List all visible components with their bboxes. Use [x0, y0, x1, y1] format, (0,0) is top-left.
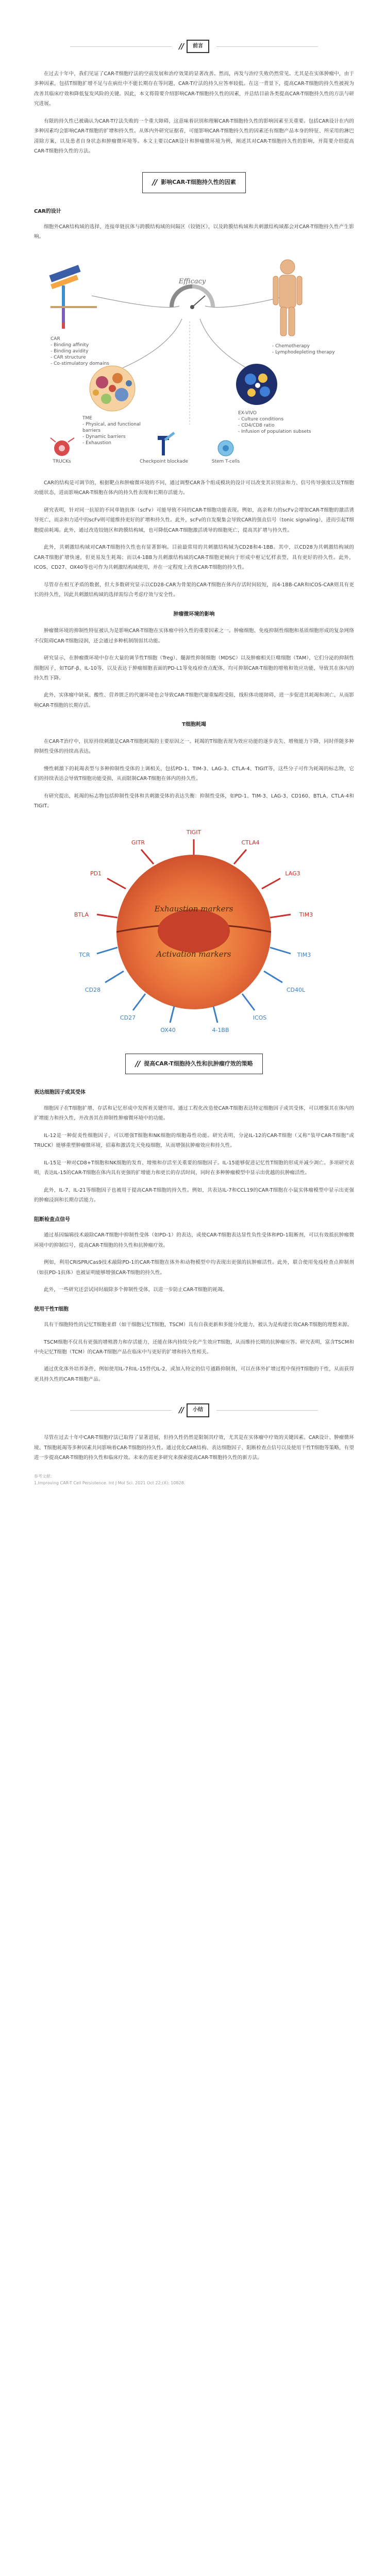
fig-car-item: - CAR structure: [51, 354, 86, 360]
body-paragraph: 尽管存在相互矛盾的数据，但大多数研究显示以CD28-CAR为骨架的CAR-T细胞在体内存活时间较短，而4-1BB-CAR和ICOS-CAR则具有更长的持久性，因此共刺激结构域的选择需综合考虑疗效与安全性。: [34, 582, 354, 598]
marker-label: ICOS: [253, 1014, 267, 1021]
body-paragraph: 研究表明，针对同一抗原的不同单链抗体（scFv）可能导致不同的CAR-T细胞功能表现。例如，高亲和力的scFv会增加CAR-T细胞的激活诱导死亡，而亲和力适中的scFv则可能维持更好的扩增和持久性。此外，scFv的自发聚集会导致CAR的强直信号（tonic signaling），进而引起T细胞提前耗竭。此外，通过改造铰链区和跨膜结构域，也可降低CAR-T细胞激活诱导的细胞死亡，提高其扩增与持久性。: [34, 507, 354, 533]
tumor-microenvironment-icon: [90, 366, 135, 411]
body-paragraph: 通过优化体外培养条件，例如使用IL-7和IL-15替代IL-2，或加入特定的信号通路抑制剂，可以在体外扩增过程中保持T细胞的干性，从而获得更具持久性的CAR-T细胞产品。: [34, 1366, 354, 1382]
section-title-text: 影响CAR-T细胞持久性的因素: [161, 178, 236, 185]
body-paragraph: 细胞外CAR结构域的选择，连接单链抗体与跨膜结构域的间隔区（铰链区），以及跨膜结构域和共刺激结构域都会对CAR-T细胞持久性产生影响。: [34, 224, 354, 240]
subheading-stem: 使用干性T细胞: [34, 1306, 69, 1312]
body-paragraph: 在CAR-T治疗中，抗原持续刺激是CAR-T细胞耗竭的主要原因之一。耗竭的T细胞表现为效应功能的逐步丧失、增殖能力下降，同时伴随多种抑制性受体的持续高表达。: [34, 738, 354, 755]
body-paragraph: TSCM细胞不仅具有更强的增殖潜力和存活能力，还能在体内持续分化产生效应T细胞，从而维持长期的抗肿瘤应答。研究表明，富含TSCM和中央记忆T细胞（TCM）的CAR-T细胞产品在临床中与更好的扩增和持久性相关。: [34, 1339, 354, 1355]
fig-car-item: CAR: [51, 336, 60, 342]
fig-bottom-label: Stem T-cells: [211, 459, 240, 464]
fig-bottom-label: TRUCKs: [53, 459, 71, 464]
title-pill: [172, 1402, 216, 1418]
quote-mark-icon: //: [179, 1405, 183, 1415]
trucks-cell-icon: [51, 438, 74, 456]
body-paragraph: 肿瘤微环境的抑制性特征被认为是影响CAR-T细胞在实体瘤中持久性的重要因素之一。肿瘤细胞、免疫抑制性细胞和基质细胞形成的复杂网络不仅阻碍CAR-T细胞浸润，还会通过多种机制削弱其功能。: [34, 628, 354, 644]
section-title-box: [125, 1054, 262, 1075]
section-title-box: [142, 172, 245, 193]
section-title-text: 前言: [187, 40, 209, 54]
checkpoint-blockade-icon: [158, 433, 174, 455]
subheading-exhaustion: T细胞耗竭: [182, 722, 206, 728]
fig-tme-item: barriers: [82, 428, 100, 433]
section-title-summary: [34, 1400, 354, 1420]
fig-bottom-label: Checkpoint blockade: [140, 459, 188, 464]
inner-label-activation: Activation markers: [156, 949, 231, 959]
efficacy-label: Efficacy: [178, 277, 206, 285]
marker-label: CTLA4: [241, 839, 260, 846]
ex-vivo-culture-icon: [236, 364, 277, 405]
efficacy-gauge-icon: [172, 286, 213, 309]
patient-body-icon: [273, 260, 302, 336]
fig-exvivo-item: EX-VIVO: [238, 410, 257, 416]
quote-mark-icon: //: [152, 177, 157, 187]
fig-car-item: - Binding affinity: [51, 342, 89, 348]
marker-label: CD27: [120, 1014, 136, 1021]
marker-label: LAG3: [285, 870, 300, 877]
marker-label: TIM3: [299, 911, 313, 918]
body-paragraph: 细胞因子在T细胞扩增、存活和记忆形成中发挥着关键作用。通过工程化改造使CAR-T细胞表达特定细胞因子或其受体，可以增强其在体内的扩增能力和持久性，并改善其在抑制性肿瘤微环境中的功能。: [34, 1105, 354, 1122]
references: [34, 1473, 354, 1487]
marker-label: CD28: [85, 986, 101, 993]
fig-tme-item: - Physical, and functional: [82, 421, 141, 427]
fig-tme-item: - Exhaustion: [82, 440, 111, 446]
marker-label: 4-1BB: [212, 1026, 229, 1033]
subheading-checkpoint: 阻断检查点信号: [34, 1216, 70, 1223]
section-title-text: 小结: [187, 1403, 209, 1417]
inner-label-exhaustion: Exhaustion markers: [154, 904, 233, 913]
body-paragraph: 此外，一些研究还尝试同时敲除多个抑制性受体，以进一步防止CAR-T细胞的耗竭。: [44, 1287, 228, 1293]
car-receptor-icon: [49, 265, 97, 329]
section-title-intro: [34, 36, 354, 57]
body-paragraph: 具有干细胞特性的记忆T细胞亚群（如干细胞记忆T细胞，TSCM）具有自我更新和多能分化能力，被认为是构建长效CAR-T细胞的理想来源。: [44, 1322, 353, 1328]
body-paragraph: 此外，IL-7、IL-21等细胞因子也被用于提高CAR-T细胞的持久性。例如，共表达IL-7和CCL19的CAR-T细胞在小鼠实体瘤模型中显示出更强的肿瘤浸润和长期存活能力。: [34, 1187, 354, 1204]
fig-host-item: - Lymphodepleting therapy: [272, 349, 335, 355]
marker-label: PD1: [90, 870, 102, 877]
fig-exvivo-item: - CD4/CD8 ratio: [238, 422, 275, 428]
stem-t-cell-icon: [218, 440, 233, 456]
body-paragraph: 例如，利用CRISPR/Cas9技术敲除PD-1的CAR-T细胞在体外和动物模型中均表现出更强的抗肿瘤活性。此外，联合使用免疫检查点抑制剂（如抗PD-1抗体）也被证明能够增强CAR-T细胞的持久性。: [34, 1260, 354, 1276]
fig-car-item: - Binding avidity: [51, 348, 89, 354]
marker-label: BTLA: [74, 911, 89, 918]
fig-tme-item: TME: [82, 415, 92, 421]
body-paragraph: IL-15是一种对CD8+T细胞和NK细胞的发育、增殖和存活至关重要的细胞因子。IL-15能够促进记忆性T细胞的形成并减少凋亡。多项研究表明，表达IL-15的CAR-T细胞在体内具有更强的扩增能力和更长的存活时间，同时在多种肿瘤模型中显示出优越的抗肿瘤活性。: [34, 1160, 354, 1176]
quote-mark-icon: //: [135, 1059, 140, 1069]
quote-mark-icon: //: [179, 41, 183, 51]
body-paragraph: CAR的结构是可调节的，根据靶点和肿瘤微环境的不同，通过调整CAR各个组成模块的设计可以改变其识别亲和力、信号传导强度以及T细胞功能状态，进而影响CAR-T细胞在体内的持久性表现和长期存活能力。: [34, 480, 354, 496]
figure-exhaustion-svg: [35, 819, 353, 1038]
subheading-car-design: CAR的设计: [34, 208, 61, 214]
body-paragraph: 通过基因编辑技术敲除CAR-T细胞中抑制性受体（如PD-1）的表达，或使CAR-T细胞表达显性负性受体和PD-1阻断剂，可以有效抵抗肿瘤微环境中的抑制信号，提高CAR-T细胞的持久性和抗肿瘤疗效。: [34, 1232, 354, 1248]
fig-host-item: - Chemotherapy: [272, 343, 310, 349]
section-title-factors: [34, 172, 354, 193]
title-pill: [172, 39, 216, 55]
intro-paragraph: 在过去十年中，我们见证了CAR-T细胞疗法的空前发展和治疗效果的显著改善。然而，再发与治疗失败仍然常见。尤其是在实体肿瘤中，由于多种因素，包括T细胞扩增不足与在病灶中不能长期存在等问题，CAR-T疗法的持久应答率较低。在这一背景下，提高CAR-T细胞的持久性被视为改善其临床疗效和降低复发风险的关键。因此，本文将简要介绍影响CAR-T细胞持久性的因素，并总结目前各类提高CAR-T细胞持久性的方法与研究进展。: [34, 71, 354, 107]
marker-label: OX40: [160, 1026, 176, 1033]
marker-label: CD40L: [286, 986, 306, 993]
body-paragraph: 有研究提出，耗竭的标志物包括抑制性受体和共刺激受体的表达失衡：抑制性受体，如PD-1、TIM-3、LAG-3、CD160、BTLA、CTLA-4和TIGIT。: [34, 793, 354, 809]
figure-exhaustion-markers: [35, 819, 353, 1038]
figure-persistence-factors: [35, 249, 344, 466]
marker-label: TIM3: [297, 951, 311, 958]
body-paragraph: 研究显示，在肿瘤微环境中存在大量的调节性T细胞（Treg）、髓源性抑制细胞（MDSC）以及肿瘤相关巨噬细胞（TAM），它们分泌的抑制性细胞因子，如TGF-β、IL-10等，以及表达于肿瘤细胞表面的PD-L1等免疫检查点配体，均可抑制CAR-T细胞的增殖和效应功能，导致其在体内的持久性下降。: [34, 655, 354, 681]
marker-label: TIGIT: [186, 828, 202, 836]
intro-paragraph: 有限的持久性已被确认为CAR-T疗法失败的一个重大障碍，这意味着识别和理解CAR-T细胞持久性的影响因素至关重要。包括CAR设计在内的多种因素均会影响CAR-T细胞的扩增和持久性。从体内外研究证据看，可能影响CAR-T细胞持久性的因素还有细胞产品本身的特征、所采用的淋巴清除方案，以及患者自身状态和肿瘤微环境等。本文主要以CAR设计和肿瘤微环境为例，阐述其对CAR-T细胞持久性的影响，并简要介绍提高CAR-T细胞持久性的方法。: [34, 118, 354, 155]
references-label: 参考文献：: [34, 1473, 55, 1479]
subheading-tme: 肿瘤微环境的影响: [173, 611, 215, 617]
marker-label: TCR: [79, 951, 90, 958]
fig-tme-item: - Dynamic barriers: [82, 434, 126, 439]
body-paragraph: 此外，实体瘤中缺氧、酸性、营养匮乏的代谢环境也会导致CAR-T细胞代谢重编程受阻，线粒体功能障碍，进一步促进其耗竭和凋亡，从而影响CAR-T细胞的长期存活。: [34, 692, 354, 708]
reference-item: 1.Improving CAR-T Cell Persistence. Int J Mol Sci. 2021 Oct 22;(X): 10828.: [34, 1480, 186, 1485]
subheading-cytokine: 表达细胞因子或其受体: [34, 1090, 86, 1096]
summary-paragraph: 尽管在过去十年中CAR-T细胞疗法已取得了显著进展，但持久性仍然是限制其疗效，尤其是在实体瘤中疗效的关键因素。CAR设计、肿瘤微环境、T细胞耗竭等多种因素共同影响着CAR-T细胞的持久性。通过优化CAR结构、表达细胞因子、阻断检查点信号以及使用干性T细胞等策略，有望进一步提高CAR-T细胞的持久性和临床疗效。未来仍需更多研究来探索提高CAR-T细胞持久性的新方法。: [34, 1435, 354, 1461]
body-paragraph: 慢性刺激下的耗竭表型与多种抑制性受体的上调相关，包括PD-1、TIM-3、LAG-3、CTLA-4、TIGIT等，这些分子可作为耗竭的标志物，它们的持续表达会导致T细胞功能受损，从而限制CAR-T细胞在体内的持久性。: [34, 766, 354, 782]
section-title-text: 提高CAR-T细胞持久性和抗肿瘤疗效的策略: [144, 1060, 253, 1067]
body-paragraph: IL-12是一种促炎性细胞因子，可以增强T细胞和NK细胞的细胞毒性功能。研究表明，分泌IL-12的CAR-T细胞（又称“装甲CAR-T细胞”或TRUCK）能够重塑肿瘤微环境，招募和激活先天免疫细胞，从而增强抗肿瘤效应和持久性。: [34, 1132, 354, 1149]
fig-car-item: - Co-stimulatory domains: [51, 361, 109, 366]
t-cell-icon: [116, 855, 271, 1009]
section-title-strategies: [34, 1054, 354, 1075]
figure-persistence-svg: [35, 249, 344, 466]
body-paragraph: 此外，共刺激结构域对CAR-T细胞持久性也有显著影响。目前最常用的共刺激结构域为CD28和4-1BB。其中，以CD28为共刺激结构域的CAR-T细胞扩增快速，但更易发生耗竭；而以4-1BB为共刺激结构域的CAR-T细胞更倾向于形成中枢记忆样表型，具有更好的持久性。此外，ICOS、CD27、OX40等也可作为共刺激结构域使用，并在一定程度上改善CAR-T细胞的持久性。: [34, 545, 354, 571]
marker-label: GITR: [131, 839, 145, 846]
fig-exvivo-item: - Culture conditions: [238, 416, 284, 422]
fig-exvivo-item: - Infusion of population subsets: [238, 429, 311, 434]
